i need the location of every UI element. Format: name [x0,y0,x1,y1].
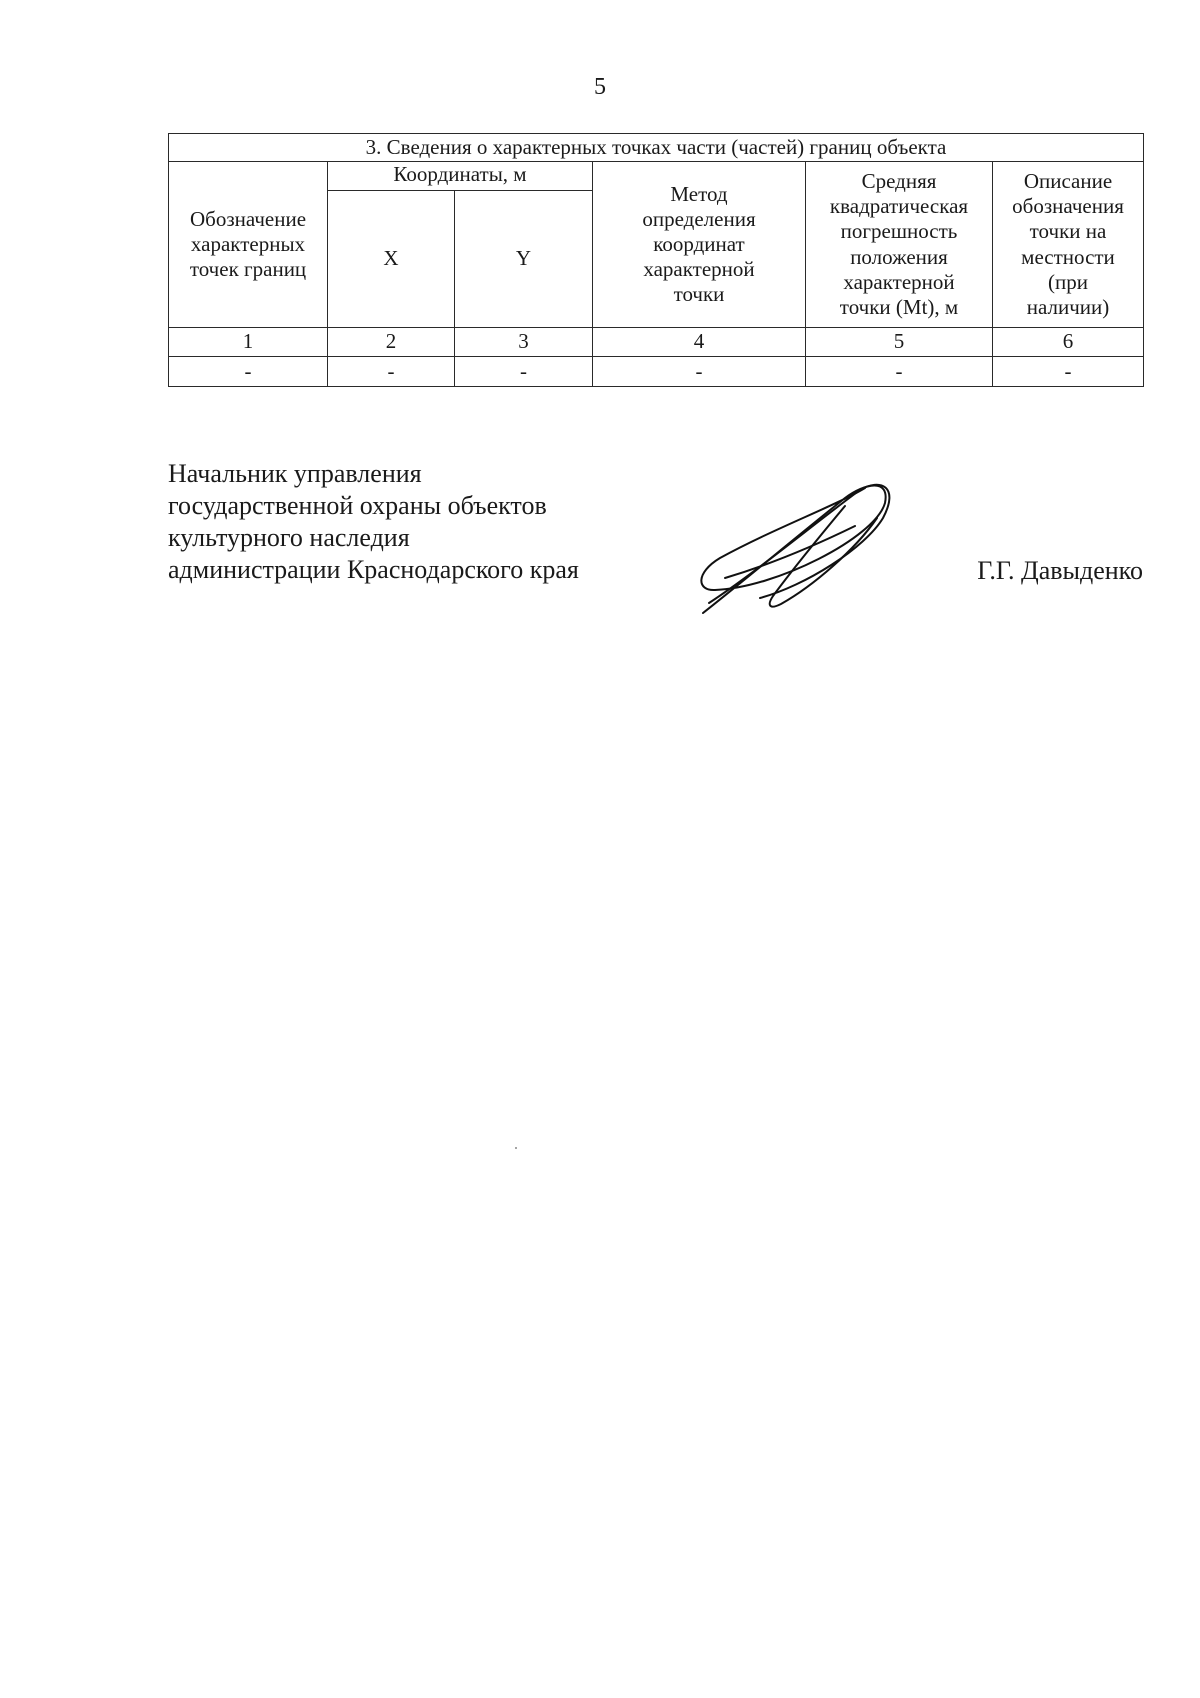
header-error: Средняя квадратическая погрешность положения характерной точки (Mt), м [806,162,993,328]
table-cell: - [806,357,993,387]
position-line: государственной охраны объектов [168,491,547,520]
header-description: Описание обозначения точки на местности (при наличии) [993,162,1144,328]
header-x: X [328,191,455,328]
column-number: 2 [328,328,455,357]
table-cell: - [593,357,806,387]
header-designation: Обозначение характерных точек границ [169,162,328,328]
signatory-name: Г.Г. Давыденко [977,556,1143,585]
table-cell: - [328,357,455,387]
signatory-position [168,458,579,586]
column-number: 3 [455,328,593,357]
header-coordinates: Координаты, м [328,162,593,191]
header-y: Y [455,191,593,328]
boundary-points-table [168,133,1144,387]
column-number: 1 [169,328,328,357]
position-line: культурного наследия [168,523,410,552]
table-title: 3. Сведения о характерных точках части (частей) границ объекта [169,134,1144,162]
column-number: 5 [806,328,993,357]
position-line: администрации Краснодарского края [168,555,579,584]
scan-speck [515,1147,517,1149]
page-number: 5 [594,74,606,100]
table-cell: - [455,357,593,387]
header-method: Метод определения координат характерной точки [593,162,806,328]
column-number: 6 [993,328,1144,357]
table-cell: - [993,357,1144,387]
table-cell: - [169,357,328,387]
table-row [169,357,1144,387]
column-number: 4 [593,328,806,357]
table-header-row [169,162,1144,191]
column-number-row [169,328,1144,357]
table-title-row [169,134,1144,162]
position-line: Начальник управления [168,459,422,488]
handwritten-signature [695,478,905,618]
